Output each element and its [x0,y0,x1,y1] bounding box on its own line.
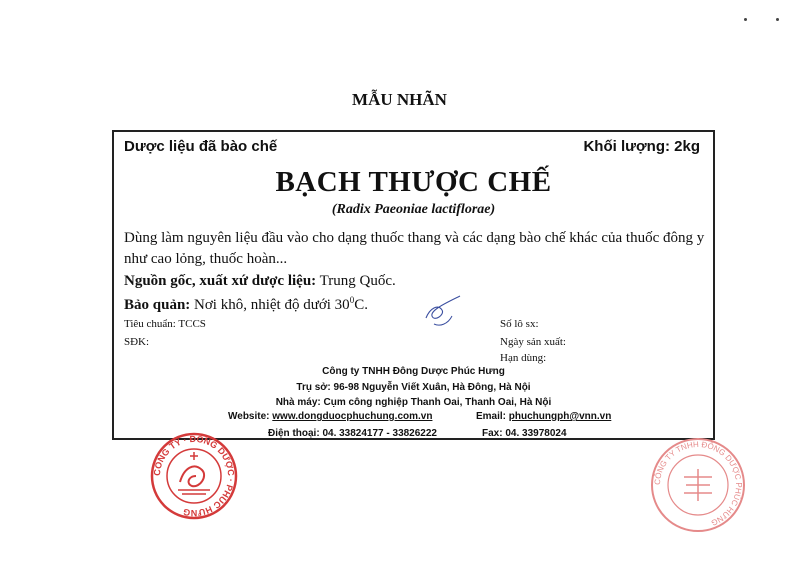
degree-superscript: 0 [349,295,355,305]
storage-value-suffix: C. [354,297,368,313]
company-factory: Nhà máy: Cụm công nghiệp Thanh Oai, Thanh Oai, Hà Nội [275,397,552,408]
company-seal-icon [650,437,746,533]
net-weight: Khối lượng: 2kg [583,138,700,155]
product-name: BẠCH THƯỢC CHẾ [275,166,552,198]
storage-line [124,295,368,314]
expiry-field: Hạn dùng: [500,352,547,364]
signature-icon [420,294,464,332]
seal-right-text: CÔNG TY TNHH ĐÔNG DƯỢC PHÚC HƯNG [652,439,743,528]
corner-mark [776,18,779,21]
seal-left-text: CÔNG TY · ĐÔNG DƯỢC · PHÚC HƯNG [151,433,237,519]
storage-value: Nơi khô, nhiệt độ dưới 30 [190,297,350,313]
product-category: Dược liệu đã bào chế [124,138,278,155]
origin-label: Nguồn gốc, xuất xứ dược liệu: [124,273,317,289]
phone-line: Điện thoại: 04. 33824177 - 33826222 [268,428,437,439]
website-label: Website: [228,411,273,422]
company-seal-icon [150,432,238,520]
email-label: Email: [476,411,509,422]
lot-number-field: Số lô sx: [500,318,539,330]
standard-field: Tiêu chuẩn: TCCS [124,318,206,330]
manufacture-date-field: Ngày sản xuất: [500,336,566,348]
fax-line: Fax: 04. 33978024 [482,428,567,439]
company-name: Công ty TNHH Đông Dược Phúc Hưng [322,366,505,377]
document-title: MẪU NHÃN [352,90,447,109]
registration-field: SĐK: [124,336,150,348]
origin-line [124,273,396,290]
storage-label: Bảo quản: [124,297,191,313]
website-link[interactable]: www.dongduocphuchung.com.vn [272,411,433,422]
email-link[interactable]: phuchungph@vnn.vn [508,411,612,422]
origin-value: Trung Quốc. [316,273,396,289]
website-line [228,411,432,422]
email-line [476,411,611,422]
corner-mark [744,18,747,21]
company-hq: Trụ sở: 96-98 Nguyễn Viết Xuân, Hà Đông, Hà Nội [296,382,531,393]
latin-name: (Radix Paeoniae lactiflorae) [331,202,496,217]
usage-text: Dùng làm nguyên liệu đầu vào cho dạng thuốc thang và các dạng bào chế khác của thuốc đông y như cao lỏng, thuốc hoàn... [124,230,705,267]
